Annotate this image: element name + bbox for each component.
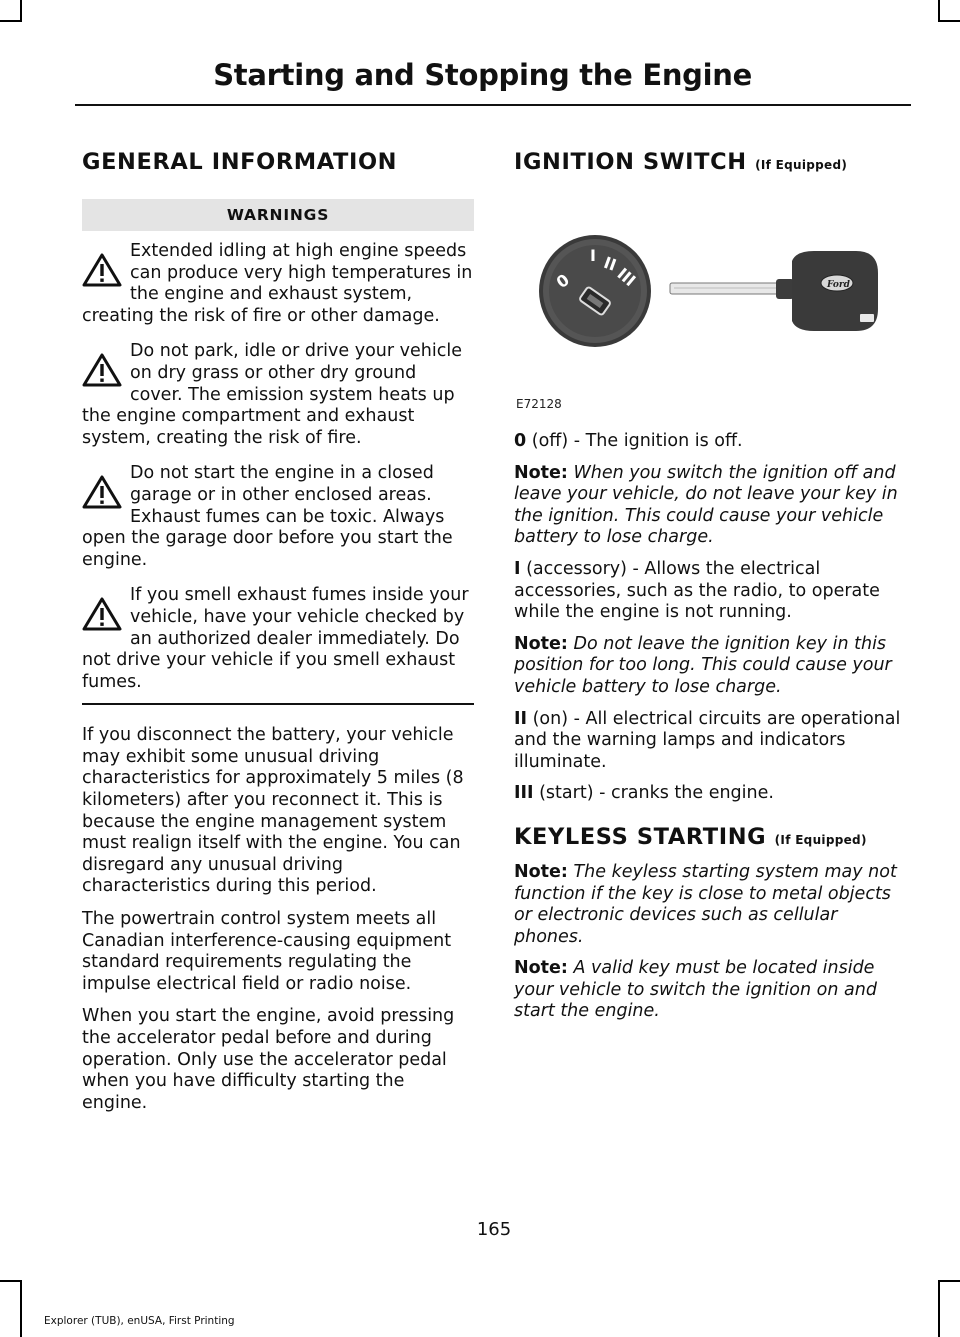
crop-mark bbox=[938, 1280, 960, 1282]
warning-item bbox=[82, 463, 474, 571]
ignition-note bbox=[514, 634, 910, 699]
ignition-position bbox=[514, 431, 910, 453]
page-number: 165 bbox=[476, 1219, 512, 1240]
warnings-header: WARNINGS bbox=[82, 199, 474, 231]
paragraph-powertrain: The powertrain control system meets all Canadian interference-causing equipment standard requirements regulating the impulse electrical field or radio noise. bbox=[82, 909, 452, 994]
position-text: (on) - All electrical circuits are operational and the warning lamps and indicators illuminate. bbox=[514, 708, 901, 772]
warning-triangle-icon bbox=[82, 353, 122, 387]
warning-item bbox=[82, 341, 474, 449]
position-text: (start) - cranks the engine. bbox=[533, 783, 774, 804]
crop-mark bbox=[938, 20, 960, 22]
warning-item bbox=[82, 585, 474, 693]
warnings-list bbox=[82, 241, 474, 693]
warning-triangle-icon bbox=[82, 475, 122, 509]
key-ford-logo: Ford bbox=[827, 280, 850, 290]
keyless-notes bbox=[514, 862, 910, 1023]
crop-mark bbox=[938, 1280, 940, 1337]
ignition-figure bbox=[514, 199, 910, 411]
keyless-note bbox=[514, 958, 910, 1023]
position-label: II bbox=[514, 708, 528, 729]
switch-label-II: II bbox=[601, 252, 619, 275]
position-text: Do not leave the ignition key in this position for too long. This could cause your vehicle battery to lose charge. bbox=[514, 633, 892, 697]
title-rule bbox=[75, 104, 911, 106]
keyless-note bbox=[514, 862, 910, 948]
ignition-switch-icon bbox=[539, 235, 651, 347]
warning-text: Do not start the engine in a closed garage or in other enclosed areas. Exhaust fumes can be toxic. Always open the garage door before you start the engine. bbox=[82, 463, 453, 570]
ignition-position bbox=[514, 709, 910, 774]
note-text: The keyless starting system may not function if the key is close to metal objects or electronic devices such as cellular phones. bbox=[514, 861, 897, 947]
keyless-starting-suffix: (If Equipped) bbox=[774, 832, 867, 847]
position-label: III bbox=[514, 783, 534, 804]
ignition-key-illustration bbox=[514, 199, 910, 399]
ford-key-icon bbox=[670, 251, 878, 331]
paragraph-accelerator: When you start the engine, avoid pressing the accelerator pedal before and during operation. Only use the accelerator pedal when you have difficulty starting the engine. bbox=[82, 1006, 455, 1113]
position-label: 0 bbox=[514, 431, 527, 451]
ignition-position bbox=[514, 783, 910, 805]
crop-mark bbox=[0, 20, 22, 22]
figure-code: E72128 bbox=[516, 397, 562, 411]
warnings-divider bbox=[82, 703, 474, 705]
ignition-switch-heading: IGNITION SWITCH (If Equipped) bbox=[514, 149, 848, 175]
ignition-position bbox=[514, 559, 910, 624]
switch-label-0: 0 bbox=[552, 270, 573, 293]
ignition-switch-suffix: (If Equipped) bbox=[755, 158, 848, 172]
paragraph-battery: If you disconnect the battery, your vehicle may exhibit some unusual driving characteristics for approximately 5 miles (8 kilometers) after you reconnect it. This is because the engine management system must realign itself with the engine. You can disregard any unusual driving characteristics during this period. bbox=[82, 725, 464, 897]
position-text: (accessory) - Allows the electrical accessories, such as the radio, to operate while the engine is not running. bbox=[514, 558, 880, 623]
switch-label-I: I bbox=[590, 246, 596, 265]
crop-mark bbox=[0, 1280, 22, 1282]
warning-item bbox=[82, 241, 474, 327]
crop-mark bbox=[20, 1280, 22, 1337]
position-text: When you switch the ignition off and leave your vehicle, do not leave your key in the ignition. This could cause your vehicle battery to lose charge. bbox=[514, 462, 898, 548]
position-label: Note: bbox=[514, 633, 568, 654]
keyless-starting-heading: KEYLESS STARTING (If Equipped) bbox=[514, 823, 867, 850]
note-text: A valid key must be located inside your vehicle to switch the ignition on and start the engine. bbox=[514, 958, 877, 1022]
ignition-note bbox=[514, 463, 910, 549]
footer-text: Explorer (TUB), enUSA, First Printing bbox=[44, 1315, 235, 1327]
left-column bbox=[82, 140, 474, 1114]
crop-mark bbox=[938, 0, 940, 22]
position-label: I bbox=[514, 558, 521, 579]
warning-text: Extended idling at high engine speeds can produce very high temperatures in the engine and exhaust system, creating the risk of fire or other damage. bbox=[82, 241, 473, 326]
right-column bbox=[514, 140, 910, 1033]
warning-triangle-icon bbox=[82, 253, 122, 287]
note-label: Note: bbox=[514, 958, 568, 979]
position-label: Note: bbox=[514, 462, 568, 483]
crop-mark bbox=[20, 0, 22, 22]
page-title: Starting and Stopping the Engine bbox=[213, 58, 752, 92]
switch-label-III: III bbox=[613, 264, 640, 291]
warning-triangle-icon bbox=[82, 597, 122, 631]
general-information-heading: GENERAL INFORMATION bbox=[82, 149, 398, 175]
warning-text: Do not park, idle or drive your vehicle on dry grass or other dry ground cover. The emission system heats up the engine compartment and exhaust system, creating the risk of fire. bbox=[82, 341, 462, 448]
note-label: Note: bbox=[514, 861, 568, 882]
ignition-items bbox=[514, 431, 910, 805]
warning-text: If you smell exhaust fumes inside your vehicle, have your vehicle checked by an authorized dealer immediately. Do not drive your vehicle if you smell exhaust fumes. bbox=[82, 585, 469, 692]
position-text: (off) - The ignition is off. bbox=[526, 431, 743, 451]
